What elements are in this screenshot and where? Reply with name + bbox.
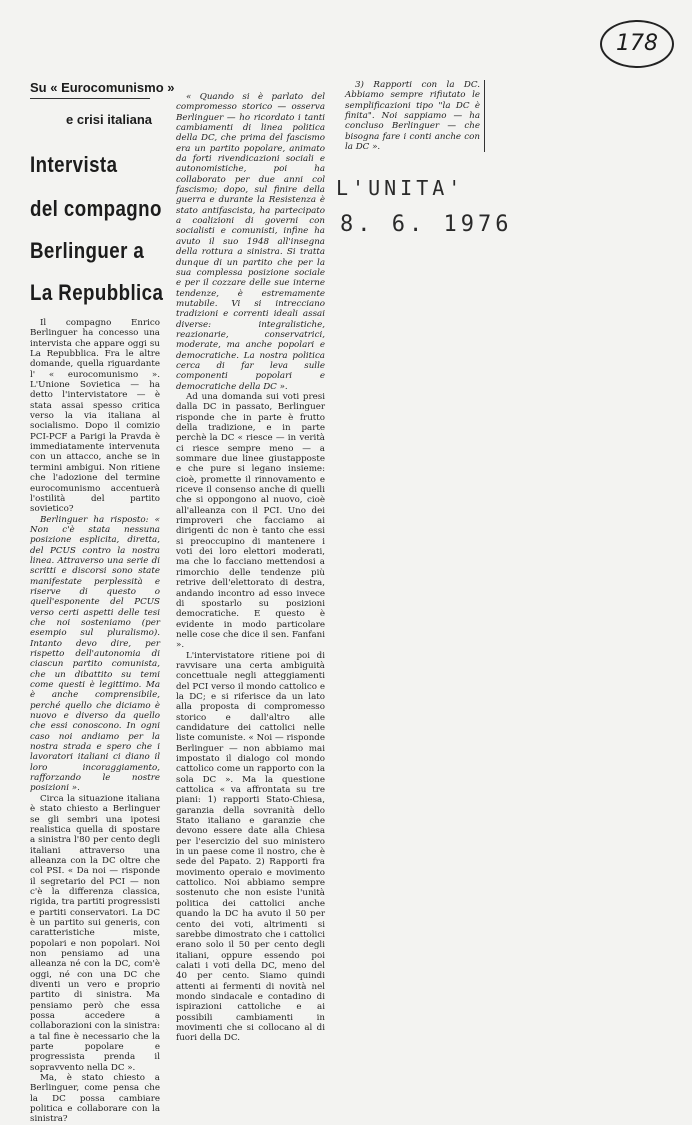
col1-paragraph-3: Circa la situazione italiana è stato chiesto a Berlinguer se gli sembri una ipotesi realistica quella di spostare a sinistra l'80 per cento degli italiani attraverso una alleanza con la DC oltre che col PSI. « Da noi — risponde il segretario del PCI — non c'è la differenza classica, rigida, tra partiti progressisti e partiti conservatori. La DC è un partito sui generis, con caratteristiche miste, popolari e non popolari. Noi non pensiamo ad una alleanza né con la DC, com'è oggi, né con una DC che diventi un vero e proprio partito di sinistra. Ma pensiamo però che essa possa accedere a collaborazioni con la sinistra: a tal fine è necessario che la parte popolare e progressista prenda il sopravvento nella DC ». — [30, 793, 160, 1073]
article-column-1 — [30, 318, 160, 1125]
handwritten-date: 8. 6. 1976 — [340, 212, 513, 237]
col2-paragraph-1: « Quando si è parlato del compromesso storico — osserva Berlinguer — ho ricordato i tanti cambiamenti di linea politica della DC, che prima del fascismo era un partito popolare, animato da forti rivendicazioni sociali e autonomistiche, poi ha collaborato per due anni col fascismo; dopo, sul finire della guerra e durante la Resistenza è stato antifascista, ha partecipato a coalizioni di governi con socialisti e comunisti, infine ha avuto il suo 1948 all'insegna della rottura a sinistra. Si tratta dunque di un partito che per la sua complessa posizione sociale e per il cozzare delle sue interne tendenze, è estremamente mutabile. Vi si intrecciano tradizioni e correnti ideali assai diverse: integralistiche, reazionarie, conservatrici, moderate, ma anche popolari e democratiche. La nostra politica cerca di far leva sulle componenti popolari e democratiche della DC ». — [176, 92, 325, 392]
headline-line-3: Berlinguer a — [30, 238, 145, 263]
col2-paragraph-3: L'intervistatore ritiene poi di ravvisare una certa ambiguità concettuale negli atteggiamenti del PCI verso il mondo cattolico e la DC; e si riferisce da un lato alla proposta di compromesso storico e dall'altro alle candidature dei cattolici nelle liste comuniste. « Noi — risponde Berlinguer — non abbiamo mai impostato il dialogo col mondo cattolico come un rapporto con la sola DC ». Ma la questione cattolica « va affrontata su tre piani: 1) rapporti Stato-Chiesa, garanzia della sovranità dello Stato italiano e garanzie che devono essere date alla Chiesa per l'esercizio del suo ministero in un paese come il nostro, che è sede del Papato. 2) Rapporti fra movimento operaio e movimento cattolico. Noi abbiamo sempre sostenuto che non esiste l'unità politica dei cattolici anche quando la DC ha avuto il 50 per cento dei voti, altrimenti si sarebbe dimostrato che i cattolici erano solo il 50 per cento degli italiani, oppure essendo poi calati i voti della DC, meno del 40 per cento. Siamo quindi attenti ai fermenti di novità nel mondo sindacale e contadino di ispirazioni cattoliche e ai possibili cambiamenti in movimenti che si collocano al di fuori della DC. — [176, 650, 325, 1044]
col2-paragraph-2: Ad una domanda sui voti presi dalla DC in passato, Berlinguer risponde che in parte è frutto della tradizione, e in parte perchè la DC « riesce — in verità ci riesce sempre meno — a sommare due linee giustapposte e che pure si legano insieme: cioè, promette il rinnovamento e riceve il consenso anche di quelli che si oppongono al nuovo, cioè all'alleanza con il PCI. Uno dei rimproveri che facciamo ai dirigenti dc non è tanto che essi si preoccupino di mantenere i voti dei loro elettori moderati, ma che lo facciano mettendosi a rimorchio delle tendenze più retrive dell'elettorato di destra, andando incontro ad esso invece di spostarlo su posizioni democratiche. E questo è evidente in modo particolare nelle cose che dice il sen. Fanfani ». — [176, 391, 325, 651]
col1-paragraph-4: Ma, è stato chiesto a Berlinguer, come pensa che la DC possa cambiare politica e collaborare con la sinistra? — [30, 1073, 160, 1125]
archive-number: 178 — [616, 31, 658, 56]
kicker-rule — [30, 98, 150, 99]
headline-line-1: Intervista — [30, 152, 118, 177]
col1-paragraph-2: Berlinguer ha risposto: « Non c'è stata nessuna posizione esplicita, diretta, del PCUS contro la nostra linea. Attraverso una serie di scritti e discorsi sono state manifestate perplessità e riserve di questo o quell'esponente del PCUS verso certi aspetti delle tesi che noi sosteniamo (per esempio sul pluralismo). Intanto devo dire, per rispetto dell'autonomia di ciascun partito comunista, che un dibattito su temi come questi è legittimo. Ma è anche comprensibile, perché quello che diciamo è nuovo e diverso da quello che essi conoscono. In ogni caso noi andiamo per la nostra strada e spero che i lavoratori italiani ci diano il loro incoraggiamento, rafforzando le nostre posizioni ». — [30, 514, 160, 794]
headline-line-2: del compagno — [30, 196, 162, 221]
article-column-3 — [345, 80, 485, 152]
handwritten-publication: L'UNITA' — [336, 176, 465, 200]
kicker-line1: Su « Eurocomunismo » — [30, 80, 175, 95]
kicker-line2: e crisi italiana — [66, 112, 152, 127]
article-column-2 — [176, 92, 325, 1044]
col3-paragraph-1: 3) Rapporti con la DC. Abbiamo sempre rifiutato le semplificazioni tipo "la DC è finita". Noi sappiamo — ha concluso Berlinguer — che bisogna fare i conti anche con la DC ». — [345, 80, 480, 153]
col1-paragraph-1: Il compagno Enrico Berlinguer ha concesso una intervista che appare oggi su La Repubblica. Fra le altre domande, quella riguardante l' « eurocomunismo ». L'Unione Sovietica — ha detto l'intervistatore — è stata assai spesso critica verso la via italiana al socialismo. Dopo il comizio PCI-PCF a Parigi la Pravda è immediatamente intervenuta con un attacco, anche se in termini ambigui. Non ritiene che l'adozione del termine eurocomunismo accentuerà l'ostilità del partito sovietico? — [30, 318, 160, 515]
headline-line-4: La Repubblica — [30, 280, 164, 305]
archive-number-stamp — [600, 20, 674, 68]
